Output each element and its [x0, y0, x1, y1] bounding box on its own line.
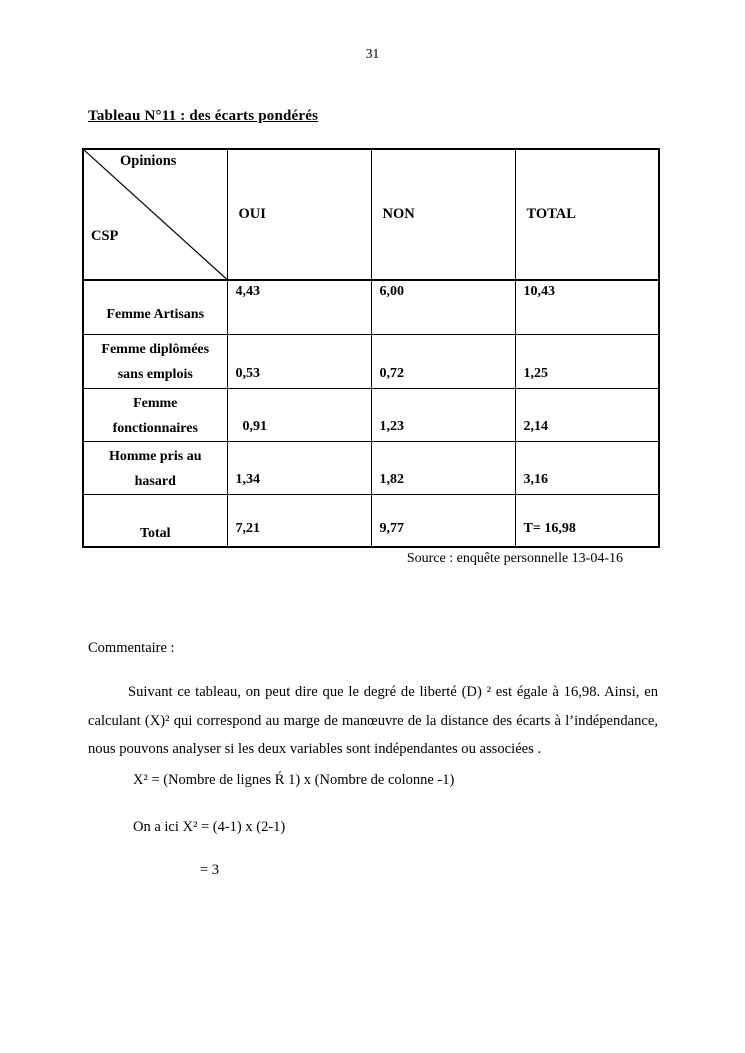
table-row — [83, 280, 659, 334]
column-header-total: TOTAL — [515, 149, 659, 280]
formula-application: On a ici X² = (4-1) x (2-1) — [133, 819, 286, 835]
row-label-line: Femme diplômées — [101, 341, 210, 357]
row-label-femme-fonctionnaires — [83, 388, 227, 441]
table-source: Source : enquête personnelle 13-04-16 — [406, 551, 623, 566]
row-label-line: sans emplois — [117, 366, 193, 382]
table-header-row — [83, 149, 659, 280]
cell-value: T= 16,98 — [515, 494, 659, 547]
cell-value: 4,43 — [227, 280, 371, 334]
table-row — [83, 388, 659, 441]
cell-value: 0,53 — [227, 334, 371, 388]
table-title: Tableau N°11 : des écarts pondérés — [88, 108, 319, 124]
cell-value: 0,72 — [371, 334, 515, 388]
row-label-line: hasard — [134, 473, 176, 489]
row-label-line: Femme Artisans — [106, 306, 205, 322]
page-number: 31 — [365, 46, 380, 61]
formula-result: = 3 — [200, 862, 220, 878]
cell-value: 2,14 — [515, 388, 659, 441]
cell-value: 0,91 — [227, 388, 371, 441]
cell-value: 9,77 — [371, 494, 515, 547]
column-header-oui: OUI — [227, 149, 371, 280]
commentary-paragraph: Suivant ce tableau, on peut dire que le degré de liberté (D) ² est égale à 16,98. Ainsi, en calculant (X)² qui correspond au marge de manœuvre de la distance des écarts à l’indépendance, nous pouvons analyser si les deux variables sont indépendantes ou associées . — [88, 684, 658, 758]
corner-top-label: Opinions — [120, 153, 177, 169]
row-label-line: Femme — [133, 395, 178, 411]
cell-value: 1,82 — [371, 441, 515, 494]
row-label-line: Homme pris au — [108, 448, 202, 464]
cell-value: 7,21 — [227, 494, 371, 547]
row-label-total — [83, 494, 227, 547]
row-label-homme-hasard — [83, 441, 227, 494]
corner-bottom-label: CSP — [91, 228, 119, 244]
row-label-line: Total — [139, 526, 171, 541]
formula-degrees-of-freedom: X² = (Nombre de lignes Ŕ 1) x (Nombre de colonne -1) — [133, 772, 455, 788]
row-label-femme-diplomees — [83, 334, 227, 388]
table-row — [83, 334, 659, 388]
cell-value: 3,16 — [515, 441, 659, 494]
row-label-femme-artisans — [83, 280, 227, 334]
weighted-deviations-table — [82, 148, 660, 548]
cell-value: 1,34 — [227, 441, 371, 494]
cell-value: 1,25 — [515, 334, 659, 388]
corner-cell — [83, 149, 227, 280]
table-row-total — [83, 494, 659, 547]
commentary-heading: Commentaire : — [88, 640, 175, 656]
column-header-non: NON — [371, 149, 515, 280]
row-label-line: fonctionnaires — [112, 420, 198, 436]
table-row — [83, 441, 659, 494]
cell-value: 6,00 — [371, 280, 515, 334]
cell-value: 10,43 — [515, 280, 659, 334]
cell-value: 1,23 — [371, 388, 515, 441]
